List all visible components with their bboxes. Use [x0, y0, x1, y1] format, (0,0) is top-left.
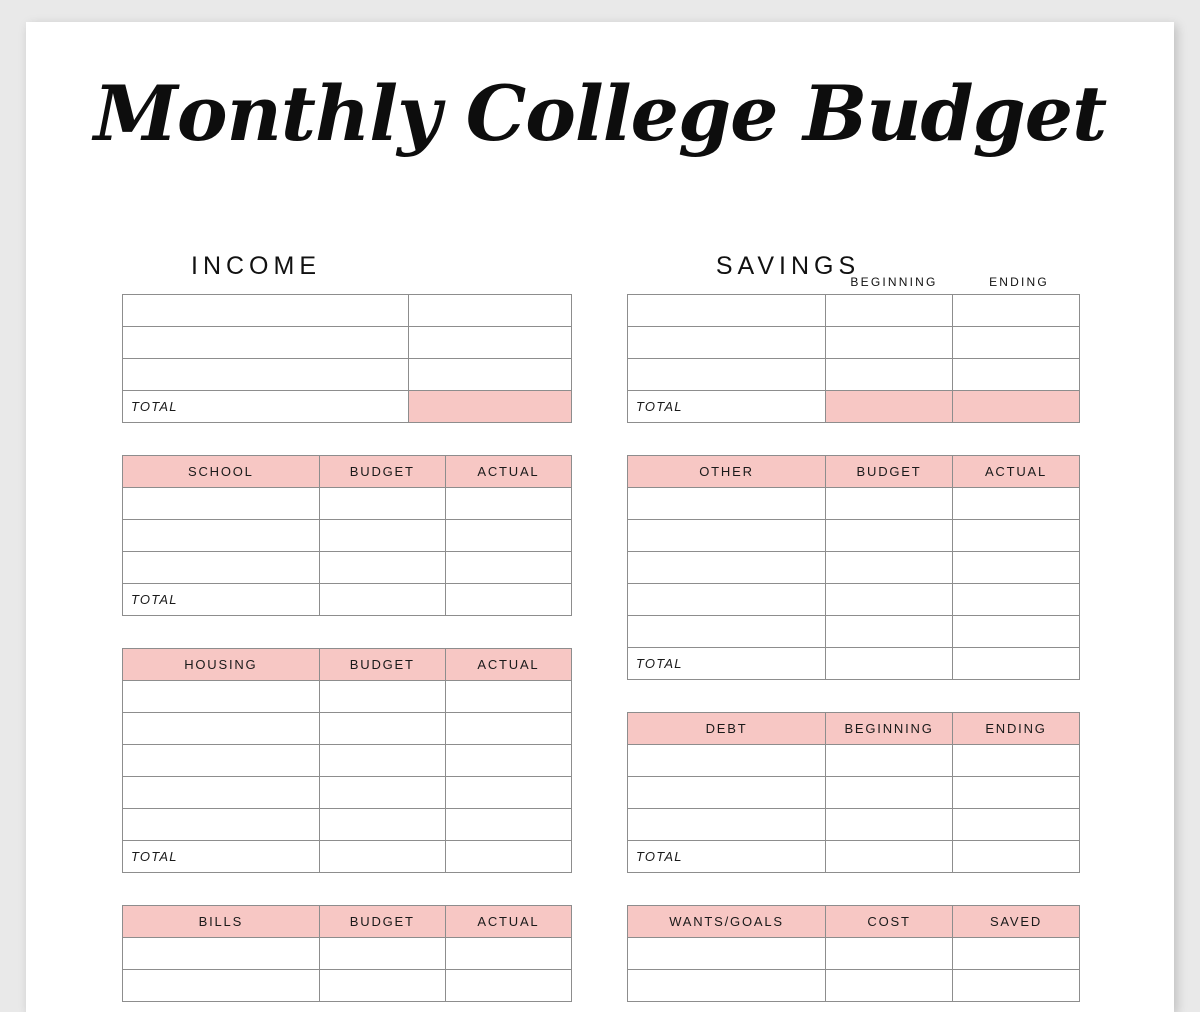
- school-col-actual: ACTUAL: [445, 456, 571, 488]
- table-row-total[interactable]: [123, 584, 572, 616]
- cell[interactable]: [628, 552, 826, 584]
- cell[interactable]: [123, 938, 320, 970]
- savings-table: [627, 294, 1080, 423]
- cell[interactable]: [953, 809, 1080, 841]
- school-table: [122, 455, 572, 616]
- cell[interactable]: [319, 488, 445, 520]
- table-row[interactable]: [123, 295, 572, 327]
- income-heading: INCOME: [191, 252, 321, 280]
- cell[interactable]: [826, 359, 953, 391]
- table-row[interactable]: [628, 584, 1080, 616]
- housing-total-label: TOTAL: [123, 841, 320, 873]
- cell[interactable]: [445, 552, 571, 584]
- table-row[interactable]: [628, 488, 1080, 520]
- cell[interactable]: [826, 970, 953, 1002]
- debt-block: [627, 712, 1080, 873]
- cell[interactable]: [826, 809, 953, 841]
- cell[interactable]: [123, 777, 320, 809]
- table-header-row: [123, 649, 572, 681]
- bills-table: [122, 905, 572, 1002]
- cell[interactable]: [319, 520, 445, 552]
- cell[interactable]: [445, 777, 571, 809]
- right-column: [627, 250, 1080, 1012]
- savings-heading: SAVINGS: [715, 252, 861, 280]
- cell[interactable]: [628, 295, 826, 327]
- cell[interactable]: [953, 520, 1080, 552]
- table-row[interactable]: [123, 970, 572, 1002]
- debt-col-ending: ENDING: [953, 713, 1080, 745]
- cell[interactable]: [319, 745, 445, 777]
- cell[interactable]: [445, 745, 571, 777]
- table-header-row: [628, 713, 1080, 745]
- table-row[interactable]: [123, 681, 572, 713]
- savings-total-ending[interactable]: [953, 391, 1080, 423]
- savings-col-beginning: BEGINNING: [850, 275, 938, 289]
- cell[interactable]: [445, 520, 571, 552]
- debt-col-beginning: BEGINNING: [826, 713, 953, 745]
- cell[interactable]: [826, 584, 953, 616]
- cell[interactable]: [953, 584, 1080, 616]
- other-total-label: TOTAL: [628, 648, 826, 680]
- housing-col-actual: ACTUAL: [445, 649, 571, 681]
- cell[interactable]: [953, 359, 1080, 391]
- table-row[interactable]: [123, 745, 572, 777]
- cell[interactable]: [826, 616, 953, 648]
- income-amount-cell[interactable]: [409, 359, 572, 391]
- wants-goals-block: [627, 905, 1080, 1002]
- school-heading: SCHOOL: [123, 456, 320, 488]
- debt-total-ending[interactable]: [953, 841, 1080, 873]
- housing-table: [122, 648, 572, 873]
- cell[interactable]: [628, 327, 826, 359]
- other-table: [627, 455, 1080, 680]
- cell[interactable]: [628, 938, 826, 970]
- table-row[interactable]: [123, 809, 572, 841]
- table-row[interactable]: [628, 616, 1080, 648]
- cell[interactable]: [319, 809, 445, 841]
- table-row[interactable]: [628, 745, 1080, 777]
- cell[interactable]: [826, 520, 953, 552]
- income-name-cell[interactable]: [123, 359, 409, 391]
- wants-goals-col-saved: SAVED: [953, 906, 1080, 938]
- cell[interactable]: [319, 970, 445, 1002]
- cell[interactable]: [445, 970, 571, 1002]
- budget-page: [26, 22, 1174, 1012]
- bills-block: [122, 905, 572, 1002]
- cell[interactable]: [628, 616, 826, 648]
- cell[interactable]: [953, 745, 1080, 777]
- cell[interactable]: [628, 359, 826, 391]
- income-total-value[interactable]: [409, 391, 572, 423]
- housing-total-budget[interactable]: [319, 841, 445, 873]
- cell[interactable]: [628, 745, 826, 777]
- cell[interactable]: [953, 970, 1080, 1002]
- bills-heading: BILLS: [123, 906, 320, 938]
- wants-goals-table: [627, 905, 1080, 1002]
- school-total-label: TOTAL: [123, 584, 320, 616]
- income-amount-cell[interactable]: [409, 295, 572, 327]
- table-row[interactable]: [123, 327, 572, 359]
- bills-col-budget: BUDGET: [319, 906, 445, 938]
- income-amount-cell[interactable]: [409, 327, 572, 359]
- table-row[interactable]: [123, 520, 572, 552]
- cell[interactable]: [953, 938, 1080, 970]
- wants-goals-col-cost: COST: [826, 906, 953, 938]
- table-row[interactable]: [628, 327, 1080, 359]
- cell[interactable]: [123, 809, 320, 841]
- table-row[interactable]: [123, 359, 572, 391]
- table-row-total[interactable]: [628, 841, 1080, 873]
- cell[interactable]: [445, 681, 571, 713]
- housing-col-budget: BUDGET: [319, 649, 445, 681]
- housing-block: [122, 648, 572, 873]
- table-row[interactable]: [123, 938, 572, 970]
- school-total-budget[interactable]: [319, 584, 445, 616]
- cell[interactable]: [123, 552, 320, 584]
- school-col-budget: BUDGET: [319, 456, 445, 488]
- cell[interactable]: [123, 970, 320, 1002]
- cell[interactable]: [953, 777, 1080, 809]
- table-header-row: [628, 456, 1080, 488]
- table-row-total[interactable]: [123, 841, 572, 873]
- housing-heading: HOUSING: [123, 649, 320, 681]
- table-row[interactable]: [628, 295, 1080, 327]
- cell[interactable]: [628, 584, 826, 616]
- cell[interactable]: [826, 327, 953, 359]
- table-row[interactable]: [628, 520, 1080, 552]
- table-row[interactable]: [123, 713, 572, 745]
- income-table: [122, 294, 572, 423]
- debt-total-beginning[interactable]: [826, 841, 953, 873]
- cell[interactable]: [123, 713, 320, 745]
- table-row[interactable]: [628, 777, 1080, 809]
- cell[interactable]: [445, 713, 571, 745]
- other-total-actual[interactable]: [953, 648, 1080, 680]
- debt-table: [627, 712, 1080, 873]
- cell[interactable]: [826, 938, 953, 970]
- income-name-cell[interactable]: [123, 327, 409, 359]
- cell[interactable]: [826, 295, 953, 327]
- table-row[interactable]: [123, 552, 572, 584]
- savings-total-label: TOTAL: [628, 391, 826, 423]
- income-total-label: TOTAL: [123, 391, 409, 423]
- cell[interactable]: [123, 488, 320, 520]
- wants-goals-heading: WANTS/GOALS: [628, 906, 826, 938]
- savings-total-beginning[interactable]: [826, 391, 953, 423]
- table-row-total[interactable]: [123, 391, 572, 423]
- cell[interactable]: [628, 488, 826, 520]
- table-row[interactable]: [123, 488, 572, 520]
- other-total-budget[interactable]: [826, 648, 953, 680]
- cell[interactable]: [953, 488, 1080, 520]
- debt-heading: DEBT: [628, 713, 826, 745]
- savings-header-row: [627, 250, 1080, 294]
- table-row[interactable]: [628, 809, 1080, 841]
- bills-col-actual: ACTUAL: [445, 906, 571, 938]
- cell[interactable]: [319, 938, 445, 970]
- cell[interactable]: [953, 552, 1080, 584]
- cell[interactable]: [319, 777, 445, 809]
- other-heading: OTHER: [628, 456, 826, 488]
- cell[interactable]: [123, 745, 320, 777]
- income-header-row: [122, 250, 572, 294]
- other-block: [627, 455, 1080, 680]
- housing-total-actual[interactable]: [445, 841, 571, 873]
- cell[interactable]: [826, 777, 953, 809]
- table-row-total[interactable]: [628, 648, 1080, 680]
- cell[interactable]: [445, 809, 571, 841]
- savings-block: [627, 294, 1080, 423]
- cell[interactable]: [445, 938, 571, 970]
- table-header-row: [123, 906, 572, 938]
- table-row[interactable]: [123, 777, 572, 809]
- cell[interactable]: [953, 616, 1080, 648]
- cell[interactable]: [953, 327, 1080, 359]
- cell[interactable]: [628, 777, 826, 809]
- page-title: Monthly College Budget: [93, 69, 1107, 158]
- other-col-actual: ACTUAL: [953, 456, 1080, 488]
- table-row[interactable]: [628, 938, 1080, 970]
- cell[interactable]: [826, 552, 953, 584]
- income-block: [122, 294, 572, 423]
- cell[interactable]: [319, 552, 445, 584]
- other-col-budget: BUDGET: [826, 456, 953, 488]
- table-row-total[interactable]: [628, 391, 1080, 423]
- table-row[interactable]: [628, 970, 1080, 1002]
- cell[interactable]: [319, 713, 445, 745]
- cell[interactable]: [953, 295, 1080, 327]
- cell[interactable]: [628, 970, 826, 1002]
- cell[interactable]: [445, 488, 571, 520]
- school-block: [122, 455, 572, 616]
- cell[interactable]: [123, 520, 320, 552]
- left-column: [122, 250, 572, 1012]
- school-total-actual[interactable]: [445, 584, 571, 616]
- cell[interactable]: [628, 520, 826, 552]
- cell[interactable]: [319, 681, 445, 713]
- income-name-cell[interactable]: [123, 295, 409, 327]
- cell[interactable]: [123, 681, 320, 713]
- cell[interactable]: [826, 745, 953, 777]
- table-row[interactable]: [628, 552, 1080, 584]
- savings-col-ending: ENDING: [989, 275, 1049, 289]
- table-header-row: [123, 456, 572, 488]
- table-row[interactable]: [628, 359, 1080, 391]
- cell[interactable]: [826, 488, 953, 520]
- cell[interactable]: [628, 809, 826, 841]
- table-header-row: [628, 906, 1080, 938]
- debt-total-label: TOTAL: [628, 841, 826, 873]
